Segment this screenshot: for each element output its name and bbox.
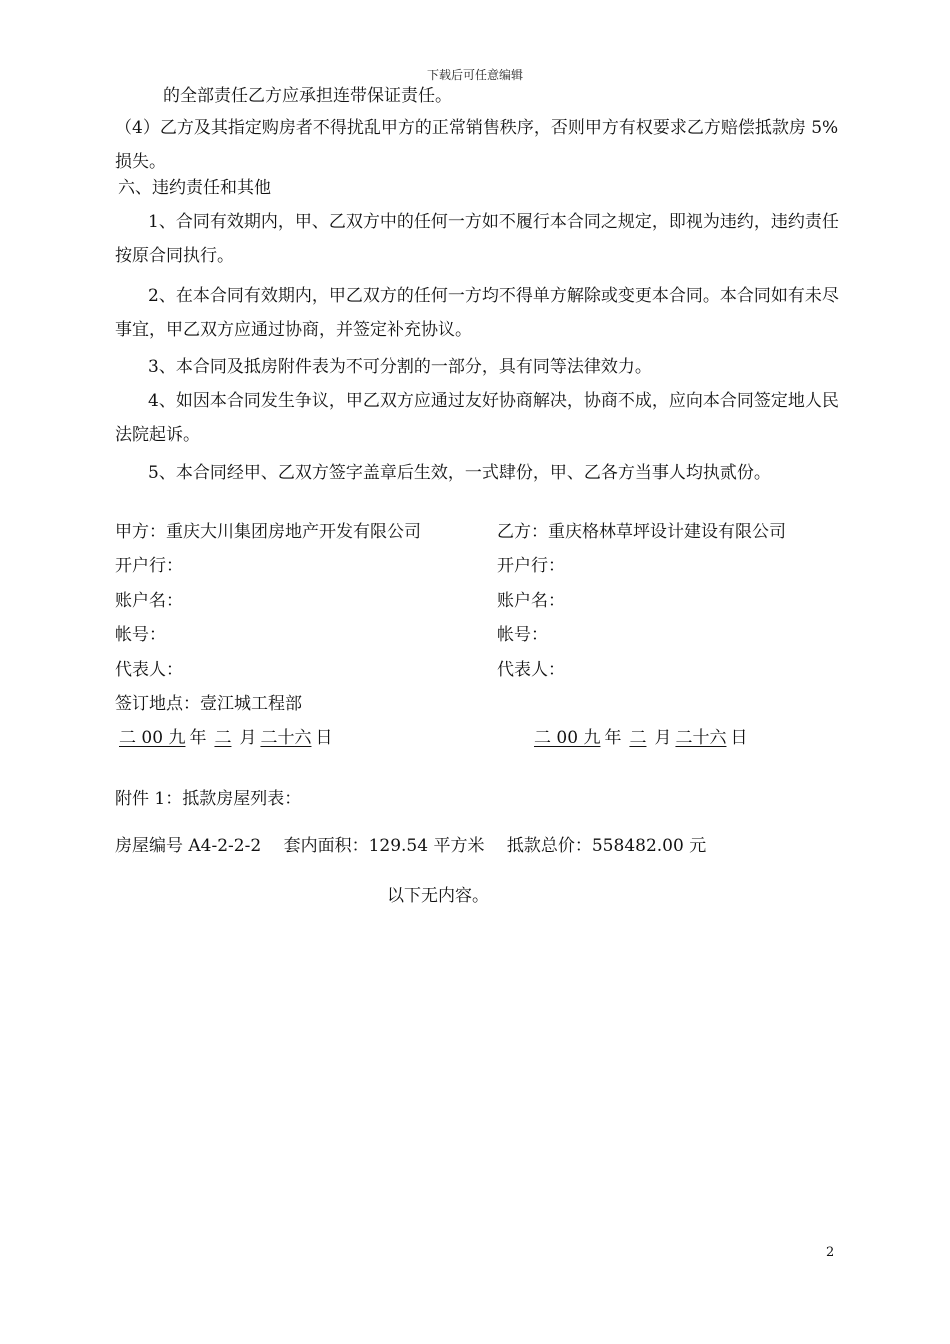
- paragraph-item-2: 2、在本合同有效期内，甲乙双方的任何一方均不得单方解除或变更本合同。本合同如有未尽事宜，甲乙双方应通过协商，并签定补充协议。: [115, 286, 839, 340]
- party-a-date-month-unit: 月: [239, 728, 257, 748]
- party-b-representative: 代表人：: [497, 660, 565, 680]
- party-a-account-no: 帐号：: [115, 625, 166, 645]
- party-a-date-day: 二十六: [260, 728, 312, 748]
- party-a-bank: 开户行：: [115, 556, 183, 576]
- paragraph-item-3: 3、本合同及抵房附件表为不可分割的一部分，具有同等法律效力。: [148, 357, 652, 377]
- party-b-date-month-unit: 月: [654, 728, 672, 748]
- paragraph-item-1: 1、合同有效期内，甲、乙双方中的任何一方如不履行本合同之规定，即视为违约，违约责任按原合同执行。: [115, 212, 839, 266]
- party-b-account-name: 账户名：: [497, 591, 565, 611]
- party-b-date-year-unit: 年: [604, 728, 622, 748]
- paragraph-liability-end: 的全部责任乙方应承担连带保证责任。: [163, 86, 452, 106]
- party-a-date-day-unit: 日: [315, 728, 333, 748]
- end-of-content-note: 以下无内容。: [387, 886, 489, 906]
- party-a-date-year: 二 00 九: [119, 728, 186, 748]
- paragraph-item-4: 4、如因本合同发生争议，甲乙双方应通过友好协商解决，协商不成，应向本合同签定地人民法院起诉。: [115, 391, 839, 445]
- party-a-account-name: 账户名：: [115, 591, 183, 611]
- party-a-representative: 代表人：: [115, 660, 183, 680]
- sign-place: 签订地点：壹江城工程部: [115, 694, 302, 714]
- header-note: 下载后可任意编辑: [426, 68, 523, 82]
- section-title-breach: 六、违约责任和其他: [118, 178, 271, 198]
- party-b-account-no: 帐号：: [497, 625, 548, 645]
- party-b-name: 乙方：重庆格林草坪设计建设有限公司: [497, 522, 786, 542]
- party-a-date: [115, 721, 332, 755]
- party-b-date-day-unit: 日: [730, 728, 748, 748]
- party-b-date-month: 二: [629, 728, 647, 748]
- page-number: 2: [826, 1245, 835, 1260]
- attachment-house-line: 房屋编号 A4-2-2-2 套内面积：129.54 平方米 抵款总价：558482.00 元: [115, 836, 707, 856]
- party-b-date-day: 二十六: [675, 728, 727, 748]
- party-a-name: 甲方：重庆大川集团房地产开发有限公司: [115, 522, 421, 542]
- party-a-date-year-unit: 年: [189, 728, 207, 748]
- paragraph-item-5: 5、本合同经甲、乙双方签字盖章后生效，一式肆份，甲、乙各方当事人均执贰份。: [148, 463, 771, 483]
- attachment-title: 附件 1：抵款房屋列表：: [115, 789, 302, 809]
- party-b-bank: 开户行：: [497, 556, 565, 576]
- party-b-date-year: 二 00 九: [534, 728, 601, 748]
- paragraph-clause-4: （4）乙方及其指定购房者不得扰乱甲方的正常销售秩序，否则甲方有权要求乙方赔偿抵款房 5%损失。: [115, 118, 839, 172]
- party-a-date-month: 二: [214, 728, 232, 748]
- party-b-date: [530, 721, 747, 755]
